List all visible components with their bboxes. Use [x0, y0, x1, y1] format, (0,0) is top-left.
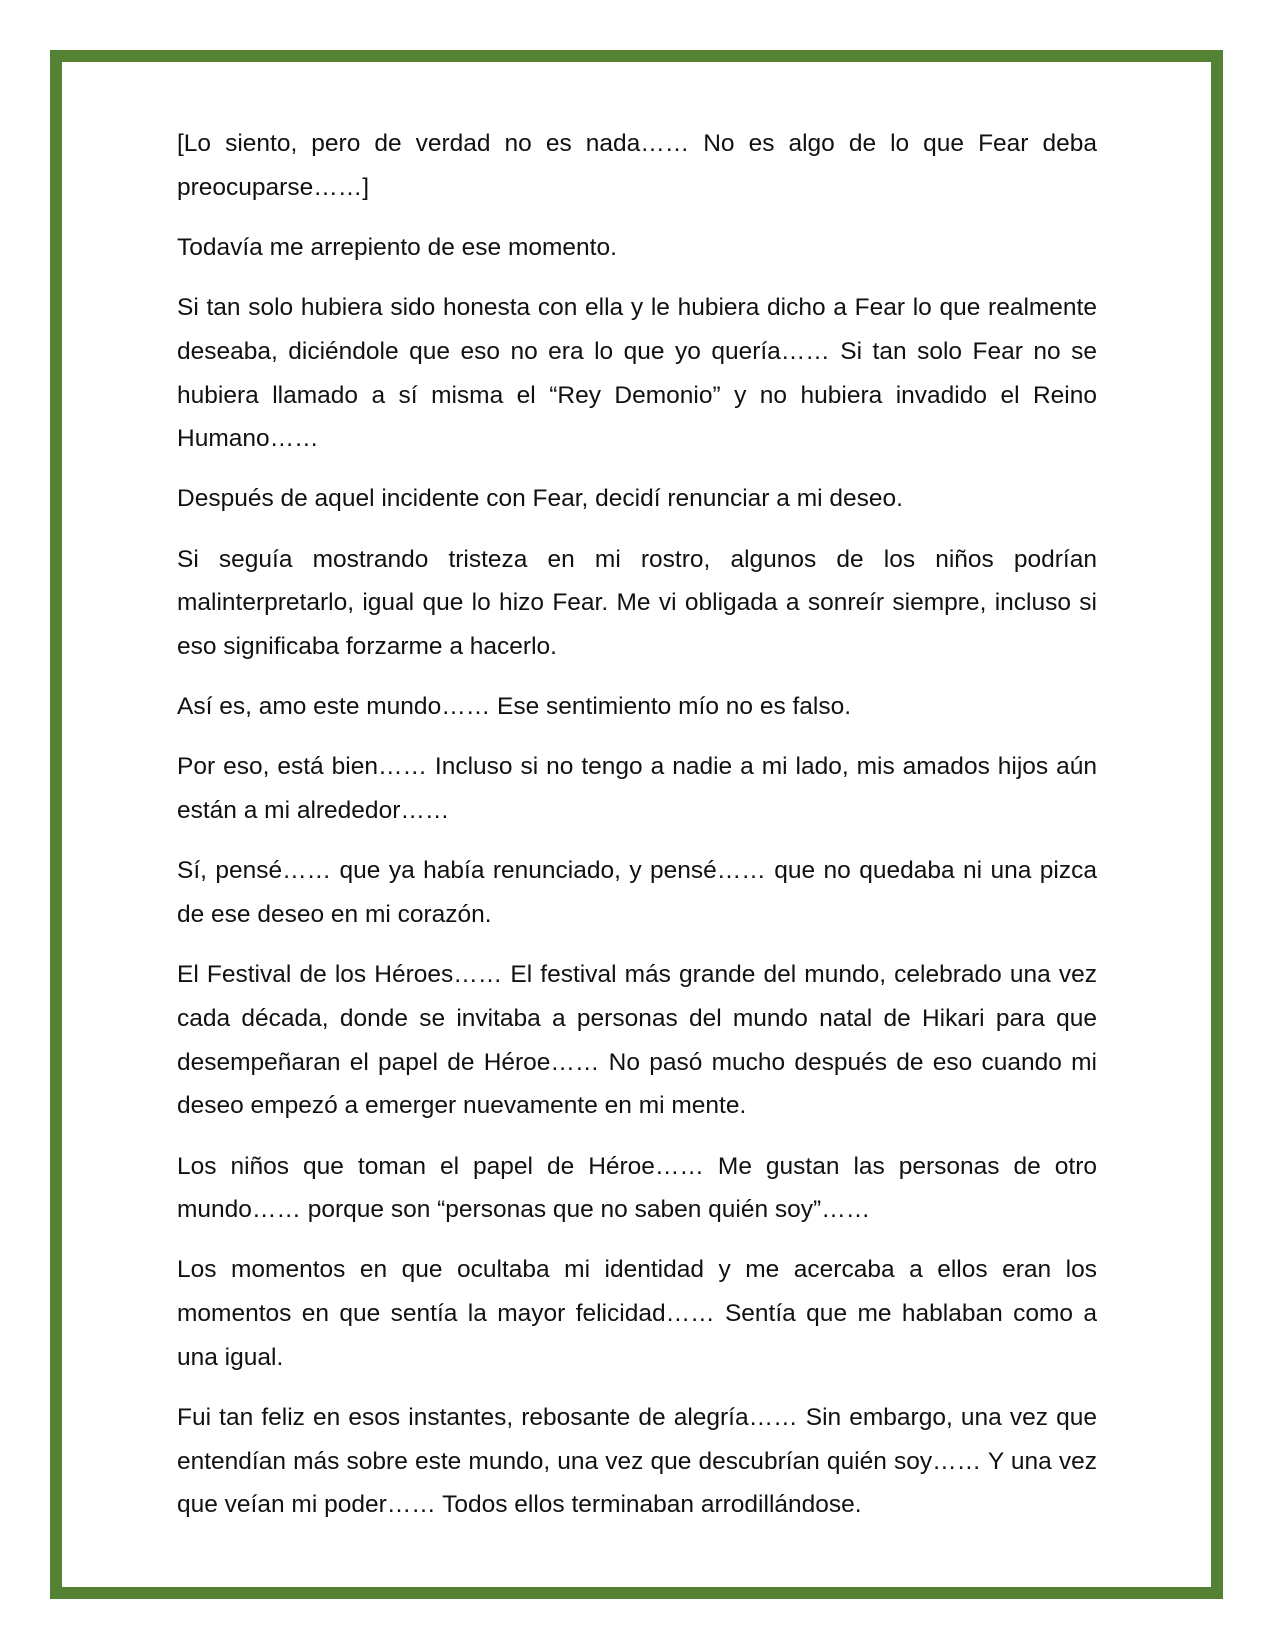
paragraph: El Festival de los Héroes…… El festival más grande del mundo, celebrado una vez cada década, donde se invitaba a personas del mundo natal de Hikari para que desempeñaran el papel de Héroe…… No pasó mucho después de eso cuando mi deseo empezó a emerger nuevamente en mi mente. — [177, 961, 1097, 1120]
document-body — [177, 122, 1097, 1544]
paragraph: Si seguía mostrando tristeza en mi rostro, algunos de los niños podrían malinterpretarlo, igual que lo hizo Fear. Me vi obligada a sonreír siempre, incluso si eso significaba forzarme a hacerlo. — [177, 545, 1097, 661]
paragraph: Los momentos en que ocultaba mi identidad y me acercaba a ellos eran los momentos en que sentía la mayor felicidad…… Sentía que me hablaban como a una igual. — [177, 1256, 1097, 1371]
paragraph: Los niños que toman el papel de Héroe…… Me gustan las personas de otro mundo…… porque son “personas que no saben quién soy”…… — [177, 1152, 1097, 1224]
paragraph: Fui tan feliz en esos instantes, rebosante de alegría…… Sin embargo, una vez que entendían más sobre este mundo, una vez que descubrían quién soy…… Y una vez que veían mi poder…… Todos ellos terminaban arrodillándose. — [177, 1404, 1097, 1519]
paragraph: Si tan solo hubiera sido honesta con ella y le hubiera dicho a Fear lo que realmente deseaba, diciéndole que eso no era lo que yo quería…… Si tan solo Fear no se hubiera llamado a sí misma el “Rey Demonio” y no hubiera invadido el Reino Humano…… — [177, 294, 1097, 453]
paragraph: [Lo siento, pero de verdad no es nada…… No es algo de lo que Fear deba preocuparse……] — [177, 130, 1097, 201]
paragraph: Después de aquel incidente con Fear, decidí renunciar a mi deseo. — [177, 485, 903, 513]
paragraph: Todavía me arrepiento de ese momento. — [177, 233, 617, 261]
paragraph: Así es, amo este mundo…… Ese sentimiento mío no es falso. — [177, 693, 852, 721]
paragraph: Por eso, está bien…… Incluso si no tengo a nadie a mi lado, mis amados hijos aún están a mi alrededor…… — [177, 753, 1097, 825]
paragraph: Sí, pensé…… que ya había renunciado, y pensé…… que no quedaba ni una pizca de ese deseo en mi corazón. — [177, 857, 1097, 929]
